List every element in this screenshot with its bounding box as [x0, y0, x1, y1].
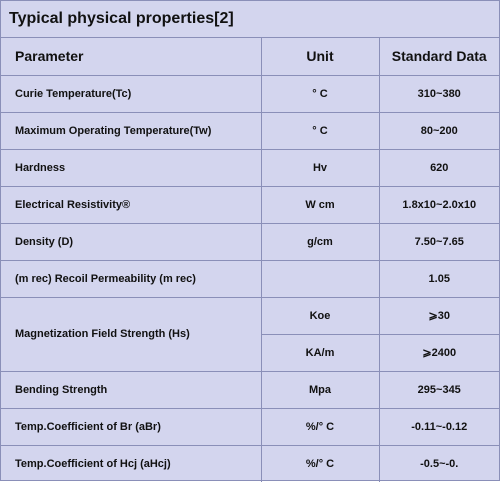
table-row: [1, 186, 499, 223]
row-unit: W cm: [261, 186, 379, 223]
row-value: 1.8x10~2.0x10: [379, 186, 499, 223]
row-unit: %/° C: [261, 408, 379, 445]
row-unit: %/° C: [261, 445, 379, 482]
table-row: [1, 371, 499, 408]
row-parameter: Electrical Resistivity®: [1, 186, 261, 223]
row-value: 620: [379, 149, 499, 186]
row-parameter: Maximum Operating Temperature(Tw): [1, 112, 261, 149]
table-row: [1, 112, 499, 149]
row-unit: Mpa: [261, 371, 379, 408]
row-value: 295~345: [379, 371, 499, 408]
row-parameter: Magnetization Field Strength (Hs): [1, 297, 261, 371]
table-row: [1, 260, 499, 297]
row-parameter: Temp.Coefficient of Hcj (aHcj): [1, 445, 261, 482]
table-row: [1, 408, 499, 445]
row-value: ⩾30: [379, 297, 499, 334]
row-unit: ° C: [261, 75, 379, 112]
table-header-row: [1, 38, 499, 75]
row-parameter: Curie Temperature(Tc): [1, 75, 261, 112]
header-unit: Unit: [261, 38, 379, 75]
row-value-secondary: ⩾2400: [379, 334, 499, 371]
table-row: [1, 297, 499, 334]
row-parameter: Bending Strength: [1, 371, 261, 408]
row-value: -0.5~-0.: [379, 445, 499, 482]
header-standard-data: Standard Data: [379, 38, 499, 75]
row-parameter: Hardness: [1, 149, 261, 186]
row-unit: ° C: [261, 112, 379, 149]
table-row: [1, 223, 499, 260]
row-unit: Hv: [261, 149, 379, 186]
row-value: 1.05: [379, 260, 499, 297]
row-value: -0.11~-0.12: [379, 408, 499, 445]
header-parameter: Parameter: [1, 38, 261, 75]
table-row: [1, 149, 499, 186]
row-parameter: Density (D): [1, 223, 261, 260]
panel-title: Typical physical properties[2]: [1, 1, 499, 38]
row-parameter: (m rec) Recoil Permeability (m rec): [1, 260, 261, 297]
row-value: 7.50~7.65: [379, 223, 499, 260]
row-unit: Koe: [261, 297, 379, 334]
row-unit: [261, 260, 379, 297]
table-row: [1, 445, 499, 482]
table-row: [1, 75, 499, 112]
row-value: 80~200: [379, 112, 499, 149]
row-value: 310~380: [379, 75, 499, 112]
row-unit-secondary: KA/m: [261, 334, 379, 371]
properties-table: [1, 38, 499, 482]
row-unit: g/cm: [261, 223, 379, 260]
row-parameter: Temp.Coefficient of Br (aBr): [1, 408, 261, 445]
